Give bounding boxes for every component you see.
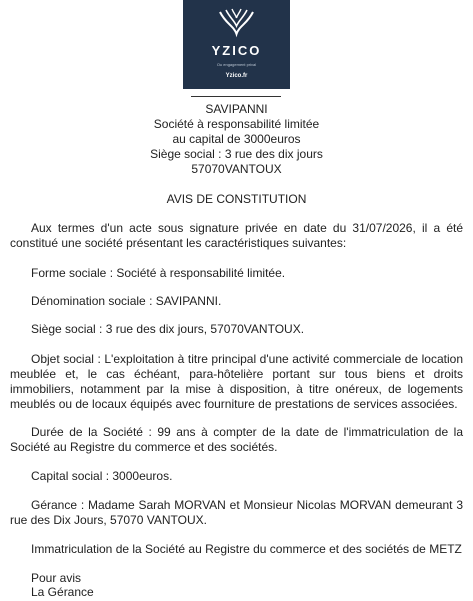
item-forme: Forme sociale : Société à responsabilité limitée. [31, 266, 286, 280]
logo-emblem-icon [216, 6, 257, 40]
company-form: Société à responsabilité limitée [153, 117, 320, 131]
company-capital: au capital de 3000euros [172, 132, 301, 146]
closing-signature: La Gérance [31, 585, 94, 599]
company-logo [183, 0, 290, 89]
header-divider [191, 96, 281, 97]
company-postcode: 57070VANTOUX [191, 162, 282, 176]
item-immatriculation: Immatriculation de la Société au Registre du commerce et des sociétés de METZ [31, 542, 462, 556]
notice-title: AVIS DE CONSTITUTION [166, 192, 307, 206]
item-duree: Durée de la Société : 99 ans à compter de la date de l'immatriculation de la Société au Registre du commerce et des sociétés. [10, 425, 463, 454]
logo-tagline: Ou engagement prival [216, 62, 257, 67]
item-denomination: Dénomination sociale : SAVIPANNI. [31, 294, 222, 308]
logo-brand-name: YZICO [211, 43, 262, 58]
company-seat: Siège social : 3 rue des dix jours [150, 147, 323, 161]
logo-url: Yzico.fr [225, 73, 248, 79]
item-gerance: Gérance : Madame Sarah MORVAN et Monsieur Nicolas MORVAN demeurant 3 rue des Dix Jours, 57070 VANTOUX. [10, 498, 463, 527]
item-objet: Objet social : L'exploitation à titre principal d'une activité commerciale de location meublée et, le cas échéant, para-hôtelière portant sur tous biens et droits immobiliers, notamment par la mise à disposition, à titre onéreux, de logements meublés ou de locaux équipés avec fourniture de prestations de services associées. [10, 352, 463, 411]
closing-pour-avis: Pour avis [31, 571, 82, 585]
company-name: SAVIPANNI [205, 102, 268, 116]
item-siege: Siège social : 3 rue des dix jours, 57070VANTOUX. [31, 322, 305, 336]
intro-paragraph: Aux termes d'un acte sous signature privée en date du 31/07/2026, il a été constitué une société présentant les caractéristiques suivantes: [10, 221, 463, 250]
item-capital: Capital social : 3000euros. [31, 469, 173, 483]
